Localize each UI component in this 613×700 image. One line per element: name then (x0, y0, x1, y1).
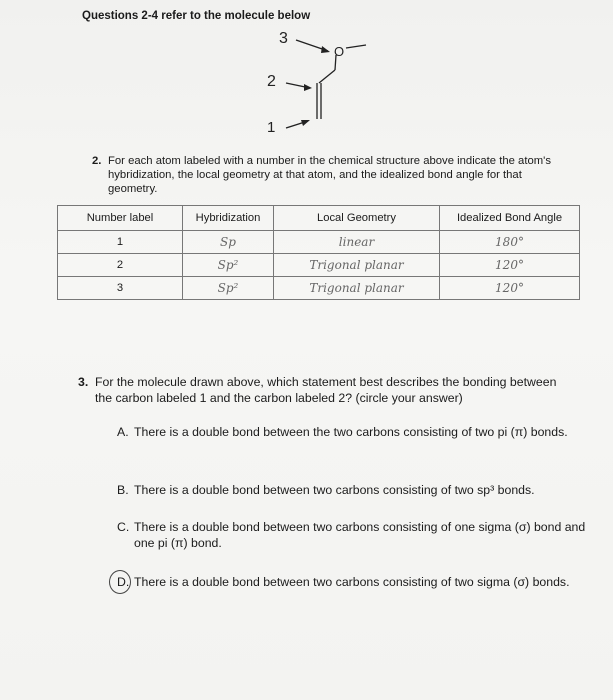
angle-answer: 120° (440, 254, 580, 277)
table-row (58, 231, 580, 254)
section-header: Questions 2-4 refer to the molecule below (82, 10, 311, 22)
atom-label-3: 3 (279, 30, 288, 47)
header-local-geometry: Local Geometry (274, 206, 440, 231)
molecule-structure (250, 28, 390, 143)
header-hybridization: Hybridization (183, 206, 274, 231)
question-3-number: 3. (78, 375, 89, 389)
table-row (58, 277, 580, 300)
geometry-answer: Trigonal planar (274, 277, 440, 300)
hybridization-answer: Sp² (183, 277, 274, 300)
option-a-text: There is a double bond between the two carbons consisting of two pi (π) bonds. (134, 425, 568, 439)
row-number: 2 (58, 254, 183, 277)
table-header-row (58, 206, 580, 231)
atom-label-1: 1 (267, 119, 276, 136)
table-row (58, 254, 580, 277)
oxygen-label: O (334, 44, 345, 59)
row-number: 3 (58, 277, 183, 300)
question-2-number: 2. (92, 155, 102, 167)
option-c-text: There is a double bond between two carbons consisting of one sigma (σ) bond and one pi (π) bond. (134, 520, 586, 550)
option-a-letter: A. (117, 425, 129, 439)
hybridization-table (57, 205, 580, 300)
angle-answer: 180° (440, 231, 580, 254)
option-d-text: There is a double bond between two carbons consisting of two sigma (σ) bonds. (134, 575, 570, 589)
option-b-letter: B. (117, 483, 129, 497)
hybridization-answer: Sp² (183, 254, 274, 277)
atom-label-2: 2 (267, 73, 276, 90)
row-number: 1 (58, 231, 183, 254)
option-d-letter: D. (117, 575, 130, 589)
option-b-text: There is a double bond between two carbons consisting of two sp³ bonds. (134, 483, 535, 497)
question-2-text: For each atom labeled with a number in the chemical structure above indicate the atom's hybridization, the local geometry at that atom, and the idealized bond angle for that geometry. (108, 155, 551, 195)
angle-answer: 120° (440, 277, 580, 300)
question-3-text: For the molecule drawn above, which statement best describes the bonding between the carbon labeled 1 and the carbon labeled 2? (circle your answer) (95, 375, 557, 405)
geometry-answer: linear (274, 231, 440, 254)
geometry-answer: Trigonal planar (274, 254, 440, 277)
hybridization-answer: Sp (183, 231, 274, 254)
header-number-label: Number label (58, 206, 183, 231)
header-bond-angle: Idealized Bond Angle (440, 206, 580, 231)
option-c-letter: C. (117, 520, 130, 534)
